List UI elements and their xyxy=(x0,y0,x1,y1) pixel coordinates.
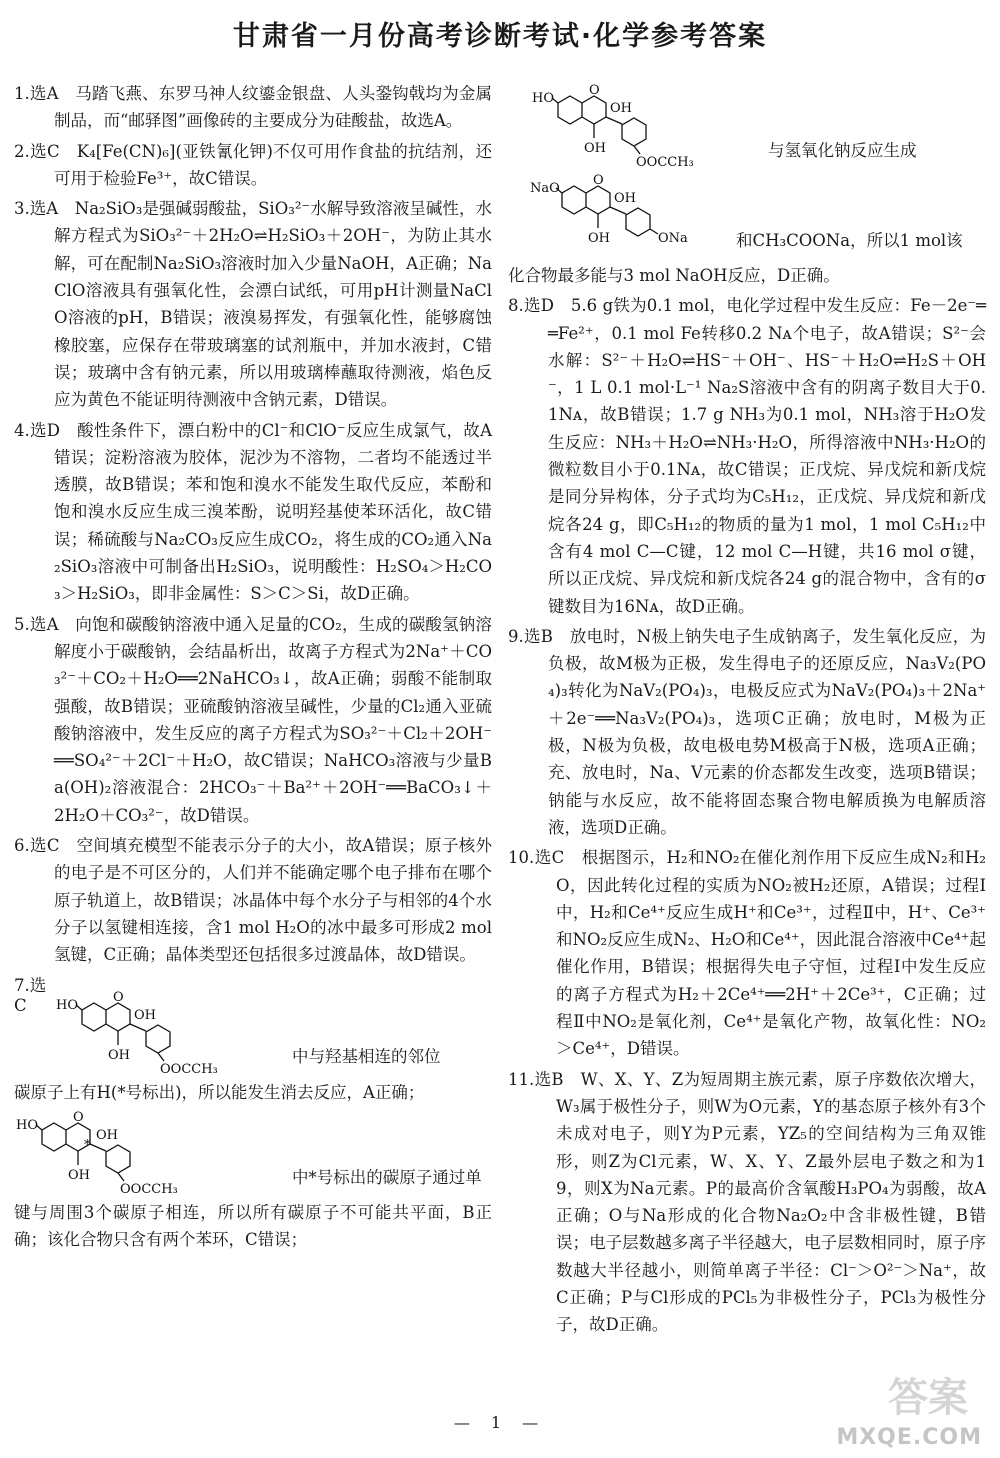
svg-text:HO: HO xyxy=(56,997,78,1013)
svg-text:OOCCH₃: OOCCH₃ xyxy=(120,1181,178,1195)
structure-diagram-q7d xyxy=(530,172,726,258)
svg-text:OH: OH xyxy=(68,1167,90,1183)
answer-q1: 1.选A 马踏飞燕、东罗马神人纹鎏金银盘、人头銎钩戟均为金属制品，而“邮驿图”画像砖的主要成分为硅酸盐，故选A。 xyxy=(14,84,492,131)
structure-diagram-q7a xyxy=(54,989,282,1075)
answer-q10: 10.选C 根据图示，H₂和NO₂在催化剂作用下反应生成N₂和H₂O，因此转化过程的实质为NO₂被H₂还原，A错误；过程Ⅰ中，H₂和Ce⁴⁺反应生成H⁺和Ce³⁺，过程Ⅱ中，H⁺、Ce³⁺和NO₂反应生成N₂、H₂O和Ce⁴⁺，因此混合溶液中Ce⁴⁺起催化作用，B错误；根据得失电子守恒，过程Ⅰ中发生反应的离子方程式为H₂＋2Ce⁴⁺══2H⁺＋2Ce³⁺，C正确；过程Ⅱ中NO₂是氧化剂，Ce⁴⁺是氧化产物，故氧化性：NO₂＞Ce⁴⁺，D错误。 xyxy=(508,848,986,1059)
svg-text:OH: OH xyxy=(108,1047,130,1063)
left-column xyxy=(14,80,492,1256)
svg-text:O: O xyxy=(589,83,600,98)
watermark-glyph-icon: 答案 xyxy=(888,1375,968,1421)
svg-text:O: O xyxy=(593,173,604,188)
answer-q7-text2: 碳原子上有H(*号标出)，所以能发生消去反应，A正确； xyxy=(14,1082,425,1102)
svg-text:NaO: NaO xyxy=(530,181,560,196)
svg-text:OH: OH xyxy=(134,1007,156,1023)
page-number: — 1 — xyxy=(453,1413,547,1432)
structure-diagram-q7c xyxy=(530,82,758,168)
answer-q7-row3 xyxy=(508,82,986,168)
page-title: 甘肃省一月份高考诊断考试·化学参考答案 xyxy=(232,21,768,52)
answer-q9: 9.选B 放电时，N极上钠失电子生成钠离子，发生氧化反应，为负极，故M极为正极，发生得电子的还原反应，Na₃V₂(PO₄)₃转化为NaV₂(PO₄)₃，电极反应式为NaV₂(PO₄)₃＋2Na⁺＋2e⁻══Na₃V₂(PO₄)₃，选项C正确；放电时，M极为正极，N极为负极，故电极电势M极高于N极，选项A正确；充、放电时，Na、V元素的价态都发生改变，选项B错误；钠能与水反应，故不能将固态聚合物电解质换为电解质溶液，选项D正确。 xyxy=(508,626,986,837)
answer-q5: 5.选A 向饱和碳酸钠溶液中通入足量的CO₂，生成的碳酸氢钠溶解度小于碳酸钠，会结晶析出，故离子方程式为2Na⁺＋CO₃²⁻＋CO₂＋H₂O══2NaHCO₃↓，故A正确；弱酸不能制取强酸，故B错误；亚硫酸钠溶液呈碱性，少量的Cl₂通入亚硫酸钠溶液中，发生反应的离子方程式为SO₃²⁻＋Cl₂＋2OH⁻══SO₄²⁻＋2Cl⁻＋H₂O，故C错误；NaHCO₃溶液与少量Ba(OH)₂溶液混合：2HCO₃⁻＋Ba²⁺＋2OH⁻══BaCO₃↓＋2H₂O＋CO₃²⁻，故D错误。 xyxy=(14,614,492,825)
svg-text:O: O xyxy=(73,1109,84,1125)
answer-q7-label: 7.选C xyxy=(14,975,47,1015)
answer-q7-text4: 键与周围3个碳原子相连，所以所有碳原子不可能共平面，B正确；该化合物只含有两个苯环，C错误； xyxy=(14,1202,492,1250)
answer-q7-text5: 与氢氧化钠反应生成 xyxy=(768,140,917,160)
answer-q7-text6: 和CH₃COONa，所以1 mol该 xyxy=(736,230,963,250)
svg-text:O: O xyxy=(113,989,124,1005)
answer-q7-text1: 中与羟基相连的邻位 xyxy=(292,1047,441,1067)
answer-q7-row2 xyxy=(14,1109,492,1195)
answer-q4: 4.选D 酸性条件下，漂白粉中的Cl⁻和ClO⁻反应生成氯气，故A错误；淀粉溶液为胶体，泥沙为不溶物，二者均不能透过半透膜，故B错误；苯和饱和溴水不能发生取代反应，苯酚和饱和溴水反应生成三溴苯酚，说明羟基使苯环活化，故C错误；稀硫酸与Na₂CO₃反应生成CO₂，将生成的CO₂通入Na₂SiO₃溶液中可制备出H₂SiO₃，说明酸性：H₂SO₄＞H₂CO₃＞H₂SiO₃，即非金属性：S＞C＞Si，故D正确。 xyxy=(14,420,492,604)
watermark-text: MXQE.COM xyxy=(836,1425,982,1450)
answer-q7-row4 xyxy=(508,172,986,258)
answer-q8: 8.选D 5.6 g铁为0.1 mol，电化学过程中发生反应：Fe－2e⁻══Fe²⁺，0.1 mol Fe转移0.2 Nᴀ个电子，故A错误；S²⁻会水解：S²⁻＋H₂O⇌HS⁻＋OH⁻、HS⁻＋H₂O⇌H₂S＋OH⁻，1 L 0.1 mol·L⁻¹ Na₂S溶液中含有的阴离子数目大于0.1Nᴀ，故B错误；1.7 g NH₃为0.1 mol，NH₃溶于H₂O发生反应：NH₃＋H₂O⇌NH₃·H₂O，所得溶液中NH₃·H₂O的微粒数目小于0.1Nᴀ，故C错误；正戊烷、异戊烷和新戊烷是同分异构体，分子式均为C₅H₁₂，正戊烷、异戊烷和新戊烷各24 g，即C₅H₁₂的物质的量为1 mol，1 mol C₅H₁₂中含有4 mol C—C键，12 mol C—H键，共16 mol σ键，所以正戊烷、异戊烷和新戊烷各24 g的混合物中，含有的σ键数目为16Nᴀ，故D正确。 xyxy=(508,296,986,616)
svg-text:*: * xyxy=(84,1137,91,1153)
svg-text:HO: HO xyxy=(16,1117,38,1133)
answer-q7-text3: 中*号标出的碳原子通过单 xyxy=(292,1167,482,1187)
svg-text:OH: OH xyxy=(584,141,606,156)
svg-text:OH: OH xyxy=(610,101,632,116)
right-column xyxy=(508,80,986,1342)
answer-q3: 3.选A Na₂SiO₃是强碱弱酸盐，SiO₃²⁻水解导致溶液呈碱性，水解方程式为SiO₃²⁻＋2H₂O⇌H₂SiO₃＋2OH⁻，为防止其水解，可在配制Na₂SiO₃溶液时加入少量NaOH，A正确；NaClO溶液具有强氧化性，会漂白试纸，可用pH计测量NaClO溶液的pH，B错误；液溴易挥发，有强氧化性，能够腐蚀橡胶塞，应保存在带玻璃塞的试剂瓶中，并加水液封，C错误；玻璃中含有钠元素，所以用玻璃棒蘸取待测液，焰色反应为黄色不能证明待测液中含钠元素，D错误。 xyxy=(14,199,492,410)
svg-text:OH: OH xyxy=(614,191,636,206)
svg-text:OOCCH₃: OOCCH₃ xyxy=(636,155,694,168)
svg-text:HO: HO xyxy=(532,91,554,106)
watermark-logo xyxy=(812,1364,982,1454)
svg-text:OH: OH xyxy=(588,231,610,246)
svg-text:OH: OH xyxy=(96,1127,118,1143)
answer-q2: 2.选C K₄[Fe(CN)₆](亚铁氰化钾)不仅可用作食盐的抗结剂，还可用于检验Fe³⁺，故C错误。 xyxy=(14,141,492,188)
answer-q7-row1 xyxy=(14,972,492,1075)
answer-q11: 11.选B W、X、Y、Z为短周期主族元素，原子序数依次增大，W₃属于极性分子，则W为O元素，Y的基态原子核外有3个未成对电子，则Y为P元素，YZ₅的空间结构为三角双锥形，则Z为Cl元素，W、X、Y、Z最外层电子数之和为19，则X为Na元素。P的最高价含氧酸H₃PO₄为弱酸，故A正确；O与Na形成的化合物Na₂O₂中含非极性键，B错误；电子层数越多离子半径越大，电子层数相同时，原子序数越大半径越小，则简单离子半径：Cl⁻＞O²⁻＞Na⁺，故C正确；P与Cl形成的PCl₅为非极性分子，PCl₃为极性分子，故D正确。 xyxy=(508,1069,986,1335)
svg-text:OOCCH₃: OOCCH₃ xyxy=(160,1061,218,1075)
svg-text:ONa: ONa xyxy=(658,231,688,246)
answer-q6: 6.选C 空间填充模型不能表示分子的大小，故A错误；原子核外的电子是不可区分的，人们并不能确定哪个电子排布在哪个原子轨道上，故B错误；冰晶体中每个水分子与相邻的4个水分子以氢键相连接，含1 mol H₂O的冰中最多可形成2 mol氢键，C正确；晶体类型还包括很多过渡晶体，故D错误。 xyxy=(14,836,492,965)
answer-q7-text7: 化合物最多能与3 mol NaOH反应，D正确。 xyxy=(508,266,840,285)
structure-diagram-q7b xyxy=(14,1109,282,1195)
